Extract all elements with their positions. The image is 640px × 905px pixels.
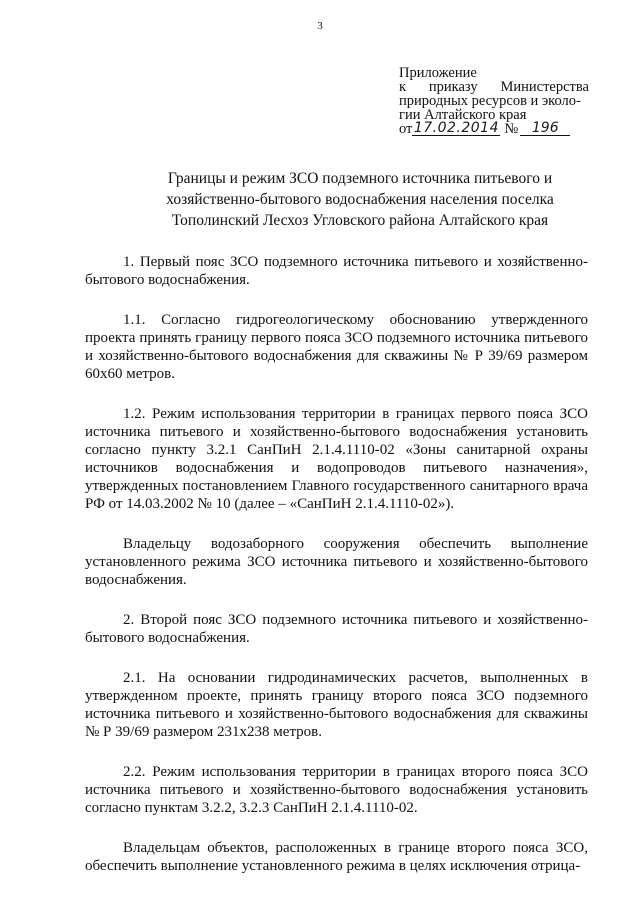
appendix-word: Министерства [500,79,589,95]
paragraph-owners-obligation: Владельцам объектов, расположенных в границе второго пояса ЗСО, обеспечить выполнение установленного режима в целях исключения отрица- [85,840,588,874]
paragraph-2-1: 2.1. На основании гидродинамических расчетов, выполненных в утвержденном проекте, принять границу второго пояса ЗСО подземного источника питьевого и хозяйственно-бытового водоснабжения для скважины № Р 39/69 размером 231х238 метров. [85,670,588,740]
paragraph-owner-obligation: Владельцу водозаборного сооружения обеспечить выполнение установленного режима ЗСО источника питьевого и хозяйственно-бытового водоснабжения. [85,536,588,588]
appendix-region-line: гии Алтайского края [399,107,527,123]
paragraph-2-2: 2.2. Режим использования территории в границах второго пояса ЗСО источника питьевого и хозяйственно-бытового водоснабжения установить согласно пунктам 3.2.2, 3.2.3 СанПиН 2.1.4.1110-02. [85,764,588,816]
appendix-word: к [399,79,407,95]
section-2-heading: 2. Второй пояс ЗСО подземного источника питьевого и хозяйственно-бытового водоснабжения. [85,612,588,646]
appendix-order-line [399,80,589,94]
document-title [160,168,560,231]
appendix-heading: Приложение [399,65,477,81]
title-line: Границы и режим ЗСО подземного источника питьевого и [167,170,553,187]
handwritten-date: 17.02.2014 [413,120,499,136]
document-body [85,253,588,896]
section-1-heading: 1. Первый пояс ЗСО подземного источника питьевого и хозяйственно-бытового водоснабжения. [85,254,588,288]
appendix-block [399,66,589,136]
page-number: 3 [317,20,323,32]
number-sign: № [504,121,519,137]
date-prefix: от [399,121,413,137]
appendix-ministry-line: природных ресурсов и эколо- [399,93,581,109]
paragraph-1-1: 1.1. Согласно гидрогеологическому обоснованию утвержденного проекта принять границу первого пояса ЗСО подземного источника питьевого и хозяйственно-бытового водоснабжения для скважины № Р 39/69 размером 60х60 метров. [85,312,588,382]
title-line: хозяйственно-бытового водоснабжения населения поселка [166,191,554,208]
title-line: Тополинский Лесхоз Угловского района Алтайского края [171,212,549,229]
handwritten-order-number: 196 [520,122,570,136]
appendix-date-number-line [399,122,589,136]
appendix-word: приказу [428,79,478,95]
paragraph-1-2: 1.2. Режим использования территории в границах первого пояса ЗСО источника питьевого и хозяйственно-бытового водоснабжения установить согласно пункту 3.2.1 СанПиН 2.1.4.1110-02 «Зоны санитарной охраны источников водоснабжения и водопроводов питьевого назначения», утвержденных постановлением Главного государственного санитарного врача РФ от 14.03.2002 № 10 (далее – «СанПиН 2.1.4.1110-02»). [85,406,588,512]
